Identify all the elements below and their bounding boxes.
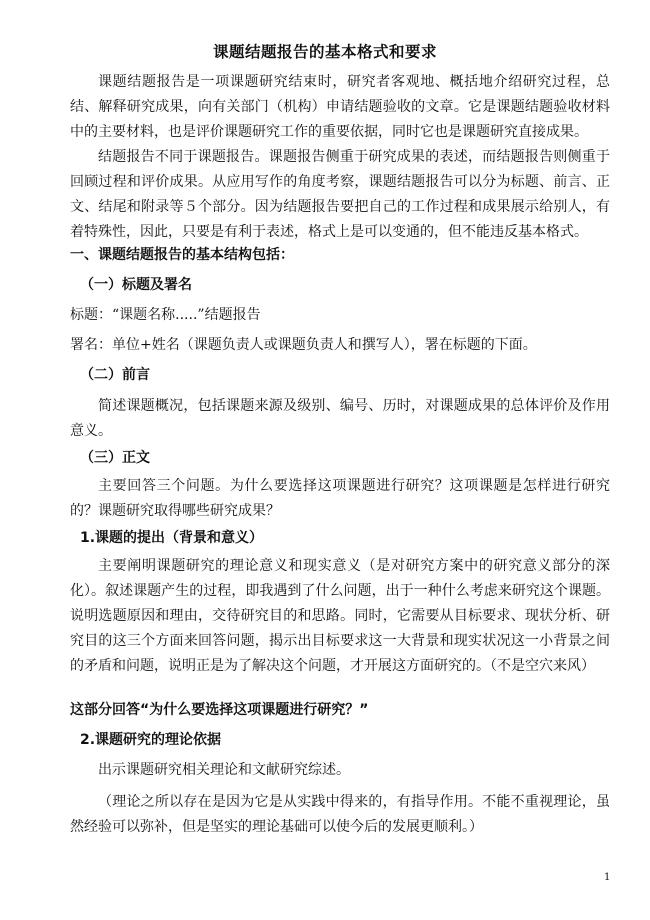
section-1-heading: 一、课题结题报告的基本结构包括： [70,247,294,263]
subsection-1-heading: （一）标题及署名 [80,277,192,293]
subsection-2-heading: （二）前言 [80,367,150,383]
title-format-line: 标题：“课题名称.....”结题报告 [70,307,261,323]
intro-paragraph-1: 课题结题报告是一项课题研究结束时，研究者客观地、概括地介绍研究过程，总结、解释研究成果，向有关部门（机构）申请结题验收的文章。它是课题结题验收材料中的主要材料，也是评价课题研究工作的重要依据，同时它也是课题研究直接成果。 [70,74,610,140]
page-number: 1 [604,872,611,883]
point-2-note: （理论之所以存在是因为它是从实践中得来的，有指导作用。不能不重视理论，虽然经验可以弥补，但是坚实的理论基础可以使今后的发展更顺利。） [70,794,610,835]
point-2-paragraph: 出示课题研究相关理论和文献研究综述。 [98,762,350,778]
preface-paragraph: 简述课题概况，包括课题来源及级别、编号、历时，对课题成果的总体评价及作用意义。 [70,398,610,439]
body-paragraph: 主要回答三个问题。为什么要选择这项课题进行研究？这项课题是怎样进行研究的？课题研究取得哪些研究成果？ [70,478,610,519]
point-1-paragraph: 主要阐明课题研究的理论意义和现实意义（是对研究方案中的研究意义部分的深化）。叙述课题产生的过程，即我遇到了什么问题，出于一种什么考虑来研究这个课题。说明选题原因和理由，交待研究目的和思路。同时，它需要从目标要求、现状分析、研究目的这三个方面来回答问题，揭示出目标要求这一大背景和现实状况这一小背景之间的矛盾和问题，说明正是为了解决这个问题，才开展这方面研究的。（不是空穴来风） [70,558,610,674]
intro-paragraph-2: 结题报告不同于课题报告。课题报告侧重于研究成果的表述，而结题报告则侧重于回顾过程和评价成果。从应用写作的角度考察，课题结题报告可以分为标题、前言、正文、结尾和附录等５个部分。因为结题报告要把自己的工作过程和成果展示给别人，有着特殊性，因此，只要是有利于表述，格式上是可以变通的，但不能违反基本格式。 [70,149,610,240]
point-1-summary: 这部分回答“为什么要选择这项课题进行研究？” [70,702,369,718]
subsection-3-heading: （三）正文 [80,450,150,466]
point-1-heading: 1.课题的提出（背景和意义） [80,530,264,546]
point-2-heading: 2.课题研究的理论依据 [80,732,222,748]
signature-format-line: 署名：单位+姓名（课题负责人或课题负责人和撰写人），署在标题的下面。 [70,337,537,353]
document-title: 课题结题报告的基本格式和要求 [212,43,437,61]
